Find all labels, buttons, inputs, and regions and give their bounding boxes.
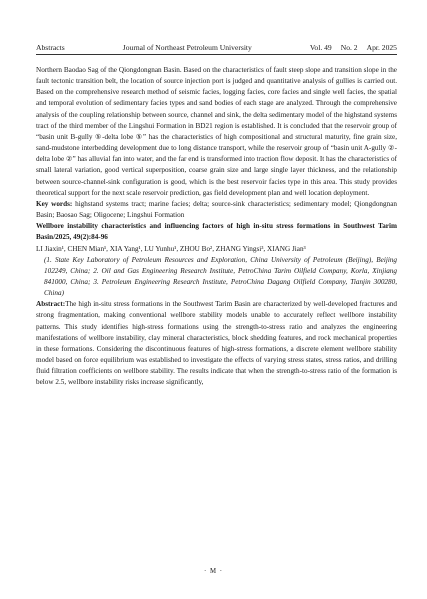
article-title: [36, 221, 397, 243]
abstract-paragraph: [36, 299, 397, 388]
article-affiliations: [36, 255, 397, 300]
header-section: Abstracts: [36, 43, 65, 52]
article-citation: /2025, 49(2):84-96: [53, 233, 108, 242]
page-folio: · M ·: [204, 568, 223, 575]
affiliation-2: 2. Oil and Gas Engineering Research Institute, PetroChina Tarim Oilfield Company, Korla, Xinjiang 841000, China;: [44, 266, 397, 286]
affiliation-1: (1. State Key Laboratory of Petroleum Resources and Exploration, China University of Petroleum (Beijing), Beijing 102249, China;: [44, 255, 397, 275]
abstract-label: Abstract:: [36, 300, 66, 309]
header-journal: Journal of Northeast Petroleum University: [122, 43, 252, 52]
keywords-text: highstand systems tract; marine facies; delta; source-sink characteristics; sedimentary model; Qiongdongnan Basin; Baosao Sag; Oligocene; Lingshui Formation: [36, 199, 397, 220]
page-content: [36, 65, 397, 389]
article-title-text: Wellbore instability characteristics and influencing factors of high in-situ stress formations in Southwest Tarim Basin: [36, 222, 397, 242]
header-rule: [36, 54, 397, 55]
abstract-continued-text: Northern Baodao Sag of the Qiongdongnan Basin. Based on the characteristics of fault steep slope and transition slope in the fault tectonic transition belt, the location of source injection port is judged and quantitative analysis of gullies is carried out. Based on the comprehensive research method of seismic facies, logging facies, core facies and single well facies, the spatial and temporal evolution of sedimentary facies types and sand bodies of each stage are analyzed. Through the comprehensive analysis of the coupling relationship between source, channel and sink, the delta sedimentary model of the highstand systems tract of the third member of the Lingshui Formation in BD21 region is established. It is concluded that the reservoir group of “basin unit B-gully ⑤-delta lobe ⑤” has the characteristics of high compositional and structural maturity, fine grain size, sand-mudstone interbedding development due to long distance transport, while the reservoir group of “basin unit A-gully ②-delta lobe ②” has alluvial fan into water, and the far end is transformed into traction flow deposit. It has the characteristics of small lateral variation, good vertical superposition, coarse grain size and large single layer thickness, and the relationship between source-channel-sink configuration is good, which is the best reservoir facies type in this area. This study provides theoretical support for the next scale reservoir prediction, gas field development plan and well location deployment.: [36, 66, 397, 197]
header-volume: Vol. 49: [309, 43, 332, 52]
header-issue-info: [310, 43, 397, 52]
header-date: Apr. 2025: [366, 43, 397, 52]
running-header: [36, 39, 397, 52]
keywords-paragraph: [36, 199, 397, 221]
abstract-text: The high in-situ stress formations in the Southwest Tarim Basin are characterized by well-developed fractures and strong fragmentation, making conventional wellbore stability models unable to accurately reflect wellbore instability patterns. This study identifies high-stress formations using the strength-to-stress ratio and analyzes the engineering manifestations of wellbore instability, clay mineral characteristics, block shedding features, and rock mechanical properties in these formations. Considering the discontinuous features of high-stress formations, a discrete element wellbore stability model based on force equilibrium was established to investigate the effects of varying stress states, stress ratios, and drilling fluid filtration coefficients on wellbore stability. The results indicate that when the strength-to-stress ratio of the formation is below 2.5, wellbore instability risks increase significantly,: [36, 300, 397, 387]
header-issue: No. 2: [340, 43, 358, 52]
article-authors: LI Jiaxin¹, CHEN Mian¹, XIA Yang¹, LU Yunhu¹, ZHOU Bo², ZHANG Yingsi³, XIANG Jian³: [36, 244, 306, 253]
affiliation-3: 3. Petroleum Engineering Research Institute, PetroChina Dagang Oilfield Company, Tianjin 300280, China): [44, 277, 397, 298]
keywords-label: Key words:: [36, 199, 73, 208]
